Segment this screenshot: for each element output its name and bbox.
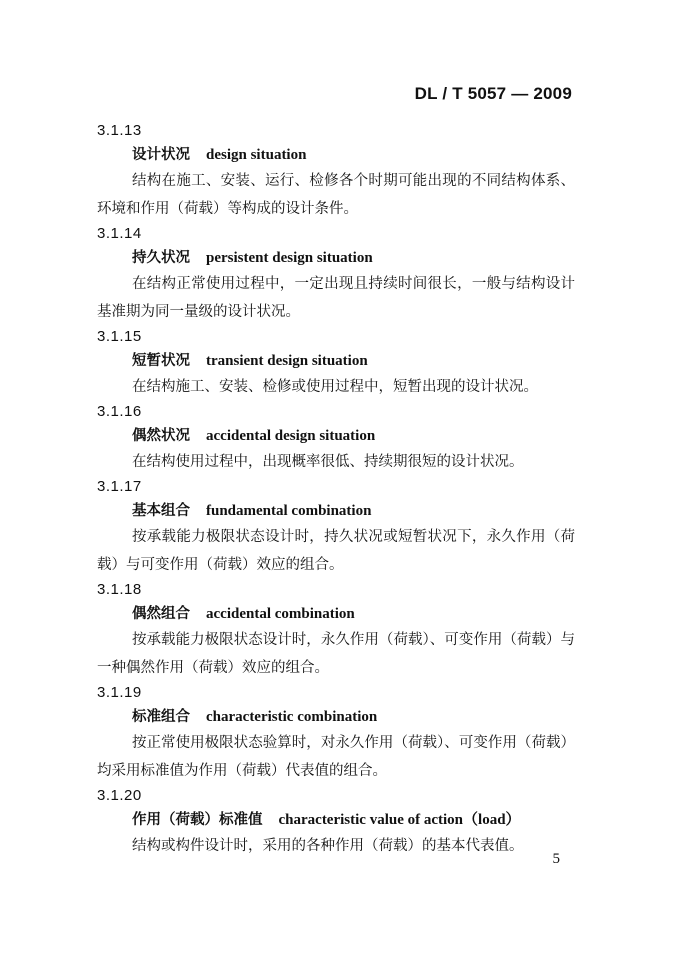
term-heading — [97, 423, 575, 448]
glossary-entry — [97, 120, 575, 223]
term-en: fundamental combination — [206, 503, 372, 519]
clause-number: 3.1.18 — [97, 581, 142, 598]
term-zh: 标准组合 — [132, 708, 190, 725]
term-en: characteristic combination — [206, 709, 378, 725]
term-heading — [97, 807, 575, 832]
clause-number: 3.1.19 — [97, 684, 142, 701]
term-definition: 结构在施工、安装、运行、检修各个时期可能出现的不同结构体系、环境和作用（荷载）等构成的设计条件。 — [97, 173, 575, 217]
term-heading — [97, 245, 575, 270]
term-zh: 作用（荷载）标准值 — [132, 811, 263, 828]
clause-number: 3.1.17 — [97, 478, 142, 495]
term-definition: 按承载能力极限状态设计时，永久作用（荷载）、可变作用（荷载）与一种偶然作用（荷载）效应的组合。 — [97, 632, 575, 676]
term-heading — [97, 601, 575, 626]
glossary-entry — [97, 785, 575, 860]
term-en: accidental combination — [206, 606, 355, 622]
term-zh: 基本组合 — [132, 502, 190, 519]
glossary-entry — [97, 579, 575, 682]
glossary-entry — [97, 223, 575, 326]
term-definition: 在结构施工、安装、检修或使用过程中，短暂出现的设计状况。 — [132, 379, 538, 395]
term-en: transient design situation — [206, 353, 368, 369]
term-en: accidental design situation — [206, 428, 376, 444]
clause-number: 3.1.15 — [97, 328, 142, 345]
term-definition: 结构或构件设计时，采用的各种作用（荷载）的基本代表值。 — [132, 838, 524, 854]
term-heading — [97, 348, 575, 373]
glossary-entry — [97, 401, 575, 476]
term-heading — [97, 704, 575, 729]
term-zh: 偶然状况 — [132, 427, 190, 444]
term-heading — [97, 142, 575, 167]
glossary-entry — [97, 476, 575, 579]
clause-number: 3.1.16 — [97, 403, 142, 420]
glossary-entry — [97, 326, 575, 401]
term-zh: 偶然组合 — [132, 605, 190, 622]
term-zh: 持久状况 — [132, 249, 190, 266]
page-number: 5 — [552, 851, 560, 867]
term-definition: 在结构使用过程中，出现概率很低、持续期很短的设计状况。 — [132, 454, 524, 470]
term-en: persistent design situation — [206, 250, 373, 266]
term-en: design situation — [206, 147, 307, 163]
glossary-content — [97, 120, 575, 860]
term-definition: 按正常使用极限状态验算时，对永久作用（荷载）、可变作用（荷载）均采用标准值为作用（荷载）代表值的组合。 — [97, 735, 575, 779]
term-en: characteristic value of action（load） — [278, 812, 521, 828]
term-zh: 短暂状况 — [132, 352, 190, 369]
clause-number: 3.1.13 — [97, 122, 142, 139]
term-heading — [97, 498, 575, 523]
standard-code-header: DL / T 5057 — 2009 — [414, 84, 572, 103]
term-definition: 在结构正常使用过程中，一定出现且持续时间很长，一般与结构设计基准期为同一量级的设计状况。 — [97, 276, 575, 320]
glossary-entry — [97, 682, 575, 785]
term-zh: 设计状况 — [132, 146, 190, 163]
clause-number: 3.1.14 — [97, 225, 142, 242]
clause-number: 3.1.20 — [97, 787, 142, 804]
term-definition: 按承载能力极限状态设计时，持久状况或短暂状况下，永久作用（荷载）与可变作用（荷载）效应的组合。 — [97, 529, 575, 573]
